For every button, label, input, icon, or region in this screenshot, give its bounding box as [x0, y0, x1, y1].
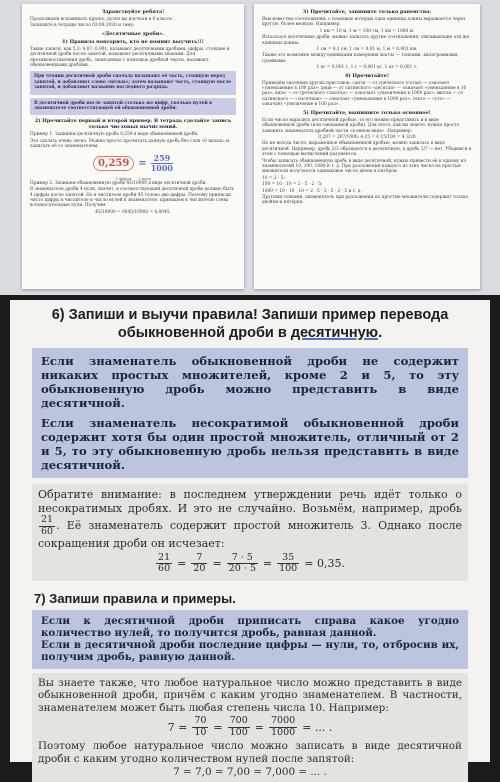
eq-den-3: 20 · 5	[228, 563, 256, 574]
eq-num-3: 7 · 5	[227, 553, 258, 565]
note-fraction	[39, 515, 55, 537]
big-numerator: 259	[151, 154, 173, 164]
rule-append-zeros: Если к десятичной дроби приписать справа какое угодно количество нулей, то получится дробь, равная данной.	[41, 614, 459, 639]
rule2-title: 2) Прочитайте первый и второй пример. В тетрадь сделайте запись только числовых вычислений.	[34, 118, 232, 131]
note-end: . Её знаменатель содержит простой множитель 3. Однако после сокращения дроби он исчезает:	[38, 519, 462, 550]
eq7-num-1: 70	[194, 715, 207, 727]
note-lead: Обратите внимание: в последнем утверждении речь идёт только о несократимых дробях. И это не случайно. Возьмём, например, дробь	[38, 488, 462, 515]
rule3-text3: Также это возможно между единицами измерения массы — тоннами, килограммами, граммами:	[262, 53, 459, 64]
intro-text: Продолжаем вспоминать кратко, дуэти вы изучали в 6 классе .	[30, 17, 175, 22]
right-page-photo	[254, 4, 480, 289]
rule5-eq4: 1000 = 10 · 10 · 10 = 2 · 5 · 2 · 5 · 2 · 5 и т. д.	[262, 188, 362, 194]
rule3-text: Вам известны соотношения, с помощью которых одна единица длины выражается через другую, более мелкую. Например:	[262, 17, 466, 28]
rule-box-7	[32, 610, 468, 669]
rule-box-zeros	[30, 98, 236, 116]
example1-note: Это сделать очень легко. Можно просто прочитать данную дробь без слов «0 целых» и записать её со знаменателем:	[30, 138, 229, 150]
rule5-text2: Но не всегда число, выраженное обыкновенной дробью, можно записать в виде десятичной. Например, дробь 2/3 обращается в десятичную, а дробь 1/7 — нет. Убедимся в этом с помощью вычислений разумеется.	[262, 141, 472, 158]
rule3-text2: Используя десятичные дроби, можно записать другие соотношения, связывающие эти же единицы длины:	[262, 35, 470, 46]
eq7-sign-1: =	[213, 720, 223, 734]
rule-box-reading-text: При чтении десятичной дроби сначала называют её часть, стоящую перед запятой, и добавляют слово «целых»; затем называют часть, стоящую после запятой, и добавляют название последнего разряда.	[34, 74, 232, 91]
rule-box-zeros-text: В десятичной дроби после запятой столько же цифр, сколько нулей в знаменателе соответствующей ей обыкновенной дроби.	[34, 100, 213, 112]
eq-sign-1: =	[177, 557, 187, 570]
section7-title: 7) Запиши правила и примеры.	[34, 590, 236, 606]
rule5-eq: 0,207 = 207/1000; 4,15 = 4 15/100 = 4 3/20	[318, 134, 416, 140]
big-equals: =	[138, 157, 147, 169]
example2-result: 45/10000 = 0045/10000 = 0,0045.	[95, 209, 171, 215]
note-fraction-num: 21	[41, 514, 54, 525]
eq-sign-3: =	[262, 557, 273, 570]
eq7-num-2: 700	[229, 715, 248, 727]
big-fraction-example	[30, 154, 236, 173]
eq7-sign-2: =	[254, 720, 264, 734]
eq7-den-3: 1000	[271, 726, 296, 738]
rule5-title: 5) Прочитайте, выпишите только основное!	[303, 109, 431, 116]
rule-box-6	[32, 348, 468, 478]
eq7-den-2: 100	[229, 726, 248, 738]
eq-den-1: 60	[158, 563, 171, 574]
eq7-num-3: 7000	[271, 715, 296, 727]
eq-fraction-2	[191, 553, 207, 575]
label-digits: 3 цифры	[115, 176, 132, 181]
rule3-title: 3) Прочитайте, запишите только равенства:	[302, 9, 432, 15]
eq-num-4: 35	[277, 553, 299, 565]
eq-den-2: 20	[193, 563, 206, 574]
eq-fraction-3	[227, 553, 258, 575]
eq7-tail: = ... .	[302, 720, 333, 734]
eq-sign-2: =	[212, 557, 222, 570]
decimal-zeros-equation: 7 = 7,0 = 7,00 = 7,000 = ... .	[173, 765, 327, 778]
eq7-fraction-1	[192, 716, 208, 738]
example1-text: Пример 1. Запишем десятичную дробь 0,259 в виде обыкновенной дроби.	[30, 132, 199, 138]
section6-title	[32, 306, 468, 342]
textbook-page	[10, 300, 490, 778]
left-page-photo	[22, 4, 244, 289]
rule4-title: 4) Прочитайте!	[344, 72, 390, 79]
example2-note: В знаменателе дроби 4 нуля, значит, в соответствующей десятичной дроби должно быть 4 цифры после запятой. Но в числителе дроби 45 только две цифры. Поэтому приписав чисто цифры в числителе и число нулей в знаменателе, припишем к числителю слева вспомогательные нули. Получим	[30, 187, 234, 209]
rule3-eq1: 1 км = 10 м, 1 м = 100 см, 1 км = 1000 м.	[319, 28, 415, 34]
section7-text-block	[32, 673, 468, 782]
section7-text: Вы знаете также, что любое натуральное число можно представить в виде обыкновенной дроби, причём с каким угодно знаменателем. В частности, знаменателем может быть любая степень числа 10. Например:	[38, 676, 462, 714]
greeting: Здравствуйте ребята!	[101, 9, 165, 15]
example2-text: Пример 2. Запишем обыкновенную дробь 45/10000 в виде десятичной дроби.	[30, 180, 207, 186]
eq-num-1: 21	[158, 551, 171, 563]
note-text	[38, 488, 462, 551]
eq-fraction-1	[156, 553, 172, 575]
eq7-fraction-3	[269, 716, 297, 738]
eq7-fraction-2	[228, 716, 250, 738]
eq-num-2: 7	[191, 553, 207, 565]
rule5-eq2: 10 = 2 · 5;	[262, 175, 285, 181]
rule5-text3: Чтобы записать обыкновенную дробь в виде десятичной, нужно привести её к одному из знаменателей 10, 100, 1000 и т. д. При разложении каждого из этих чисел на простые множители получается одинаковое число двоек и пятёрок:	[262, 158, 466, 175]
natural-number-equation	[38, 716, 462, 738]
eq-den-4: 100	[279, 563, 298, 574]
eq-fraction-4	[277, 553, 299, 575]
section6-title-end: .	[378, 325, 383, 341]
rule5-text: Если число выразить десятичной дробью, то его можно представить и в виде обыкновенной дроби (или смешанной дроби). Для этого, как вы знаете, нужно просто заменить знаменатель дробной части «в явном виде». Например:	[262, 117, 460, 134]
label-zeros: 3 нуля	[138, 176, 151, 181]
rule-drop-zeros: Если в десятичной дроби последние цифры — нули, то, отбросив их, получим дробь, равную данной.	[41, 639, 459, 664]
rule4-text: Приведём значения других приставок: санти — от греческого (сотая) — означает «уменьшение в 100 раз»; деци — от латинского «десятая» — означает «уменьшение в 10 раз»; кило — от греческого «тысяча» — означает «увеличение в 1000 раз»; милли — от латинского — «тысячная» — означает «уменьшение в 1000 раз»; гекто — «сто» — означает «увеличение в 100 раз».	[262, 80, 467, 108]
reduction-equation	[38, 553, 462, 575]
rule1-title: 1) Правила повторить, кто не помнит выучить!!!	[62, 38, 204, 45]
rule-box-reading	[30, 71, 236, 94]
notebook-text: Запишите в тетради число 03.09.2020 и тему:	[30, 23, 135, 29]
rule5-text4: Другими словами, знаменатель при разложении на простые множители содержит только двойки и пятёрки.	[262, 194, 469, 206]
rule-2-and-5: Если знаменатель обыкновенной дроби не содержит никаких простых множителей, кроме 2 и 5, то эту обыкновенную дробь можно представить в виде десятичной.	[41, 354, 459, 410]
note-block	[32, 484, 468, 581]
big-decimal: 0,259	[93, 156, 134, 171]
section6-title-underlined: десятичную	[290, 325, 379, 341]
rule5-eq3: 100 = 10 · 10 = 2 · 5 · 2 · 5;	[262, 182, 323, 188]
rule3-eq3: 1 кг = 0,001 т, 1 г = 0,001 кг, 1 кг = 0,001 т.	[316, 65, 418, 71]
topic-title: «Десятичные дроби».	[101, 30, 165, 37]
section6-title-text: 6) Запиши и выучи правила! Запиши пример перевода обыкновенной дроби в	[51, 307, 449, 341]
rule3-eq2: 1 см = 0,1 см, 1 см = 0,01 м, 1 м = 0,001 км.	[316, 47, 418, 53]
big-denominator: 1000	[150, 162, 173, 173]
note-fraction-den: 60	[41, 525, 54, 537]
big-fraction	[151, 154, 173, 173]
section7-text-b: Поэтому любое натуральное число можно записать в виде десятичной дроби с каким угодно количеством нулей после запятой:	[38, 740, 462, 766]
rule-other-prime: Если знаменатель несократимой обыкновенной дроби содержит хотя бы один простой множитель, отличный от 2 и 5, то эту обыкновенную дробь нельзя представить в виде десятичной.	[41, 416, 459, 472]
eq7-lead: 7 =	[167, 720, 188, 734]
eq-result: = 0,35.	[304, 557, 345, 570]
eq7-den-1: 10	[194, 726, 207, 738]
rule1-text: Такие записи, как 5,3; 4,07; 0,001, называют десятичными дробями; цифры, стоящие в десятичной дроби после запятой, называют десятичными знаками. Для противопоставления дробь, записанные с помощью дробной черты, называют обыкновенными дробями.	[30, 46, 230, 69]
